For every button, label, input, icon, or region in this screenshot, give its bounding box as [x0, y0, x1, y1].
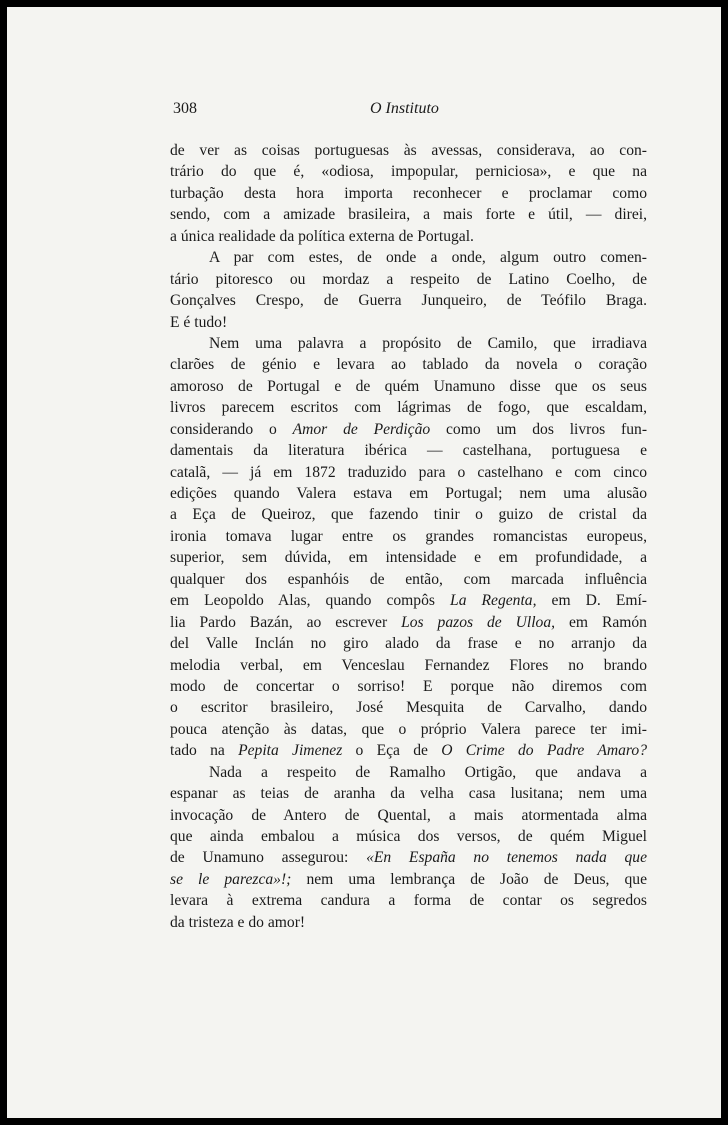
text-line	[170, 847, 647, 868]
page-header	[170, 100, 650, 120]
text-line: melodia verbal, em Venceslau Fernandez Flores no brando	[170, 656, 647, 674]
text-segment: em D. Emí-	[551, 592, 647, 610]
text-segment: lia Pardo Bazán, ao escrever	[170, 613, 388, 631]
text-line	[170, 740, 647, 761]
text-line: Nem uma palavra a propósito de Camilo, que irradiava	[209, 334, 647, 352]
text-line: edições quando Valera estava em Portugal; nem uma alusão	[170, 485, 647, 502]
text-line	[170, 869, 647, 890]
text-line: trário do que é, «odiosa, impopular, perniciosa», e que na	[170, 163, 647, 181]
book-title: Los pazos de Ulloa,	[401, 613, 556, 631]
text-line	[170, 419, 647, 440]
text-line: del Valle Inclán no giro alado da frase e no arranjo da	[170, 635, 647, 653]
text-line: de ver as coisas portuguesas às avessas, considerava, ao con-	[170, 142, 647, 159]
text-line: amoroso de Portugal e de quém Unamuno disse que os seus	[170, 377, 647, 395]
text-line: invocação de Antero de Quental, a mais atormentada alma	[170, 806, 647, 824]
page-number: 308	[173, 100, 197, 117]
text-line: da tristeza e do amor!	[170, 913, 306, 931]
running-title: O Instituto	[370, 100, 439, 117]
text-line: Nada a respeito de Ramalho Ortigão, que andava a	[209, 763, 647, 781]
text-line: pouca atenção às datas, que o próprio Valera parece ter imi-	[170, 720, 647, 738]
book-title: O Crime do Padre Amaro?	[441, 742, 647, 760]
quotation: se le parezca»!;	[170, 870, 292, 888]
text-line: Gonçalves Crespo, de Guerra Junqueiro, de Teófilo Braga.	[170, 292, 647, 310]
text-line: qualquer dos espanhóis de então, com marcada influência	[170, 570, 647, 588]
body-text	[170, 140, 647, 933]
text-segment: em Ramón	[568, 613, 647, 631]
text-line: a Eça de Queiroz, que fazendo tinir o guizo de cristal da	[170, 506, 647, 524]
text-line: A par com estes, de onde a onde, algum outro comen-	[209, 249, 647, 267]
text-segment: de Unamuno assegurou:	[170, 849, 349, 867]
text-segment: como um dos livros fun-	[446, 420, 648, 438]
text-line: levara à extrema candura a forma de contar os segredos	[170, 892, 647, 910]
text-line: sendo, com a amizade brasileira, a mais forte e útil, — direi,	[170, 206, 647, 224]
text-line: superior, sem dúvida, em intensidade e em profundidade, a	[170, 549, 647, 567]
text-line: modo de concertar o sorriso! E porque não diremos com	[170, 677, 647, 695]
text-segment: em Leopoldo Alas, quando compôs	[170, 592, 435, 610]
text-segment: nem uma lembrança de João de Deus, que	[306, 870, 648, 888]
text-line: E é tudo!	[170, 313, 228, 331]
book-title: Amor de Perdição	[292, 420, 431, 438]
book-page	[7, 7, 721, 1118]
text-segment: o Eça de	[355, 742, 428, 760]
text-line: a única realidade da política externa de Portugal.	[170, 227, 474, 245]
text-line: tário pitoresco ou mordaz a respeito de Latino Coelho, de	[170, 270, 647, 288]
text-line: o escritor brasileiro, José Mesquita de Carvalho, dando	[170, 699, 647, 717]
text-line: espanar as teias de aranha da velha casa lusitana; nem uma	[170, 785, 647, 803]
quotation: «En España no tenemos nada que	[366, 849, 647, 867]
book-title: La Regenta,	[450, 592, 537, 610]
text-segment: tado na	[170, 742, 225, 760]
text-line: livros parecem escritos com lágrimas de fogo, que escaldam,	[170, 399, 647, 417]
text-line: catalã, — já em 1872 traduzido para o castelhano e com cinco	[170, 463, 647, 481]
text-segment: considerando o	[170, 420, 277, 438]
text-line: clarões de génio e levara ao tablado da novela o coração	[170, 356, 647, 374]
text-line: damentais da literatura ibérica — castelhana, portuguesa e	[170, 442, 647, 460]
text-line: turbação desta hora importa reconhecer e proclamar como	[170, 184, 647, 202]
text-line: que ainda embalou a música dos versos, de quém Miguel	[170, 828, 647, 845]
book-title: Pepita Jimenez	[238, 742, 343, 760]
text-line	[170, 590, 647, 611]
text-line: ironia tomava lugar entre os grandes romancistas europeus,	[170, 527, 647, 545]
text-line	[170, 612, 647, 633]
